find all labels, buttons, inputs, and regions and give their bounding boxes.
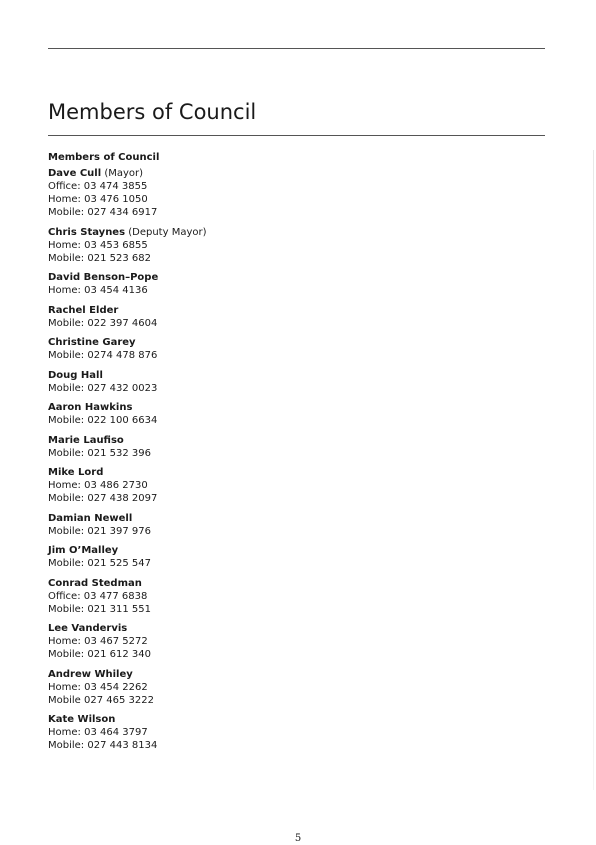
member-name-line bbox=[48, 577, 528, 590]
member-entry bbox=[48, 544, 528, 570]
member-name: Lee Vandervis bbox=[48, 623, 128, 634]
member-list bbox=[48, 167, 528, 752]
member-name: Dave Cull bbox=[48, 168, 102, 179]
member-name-line bbox=[48, 167, 528, 180]
member-contact-line: Home: 03 454 4136 bbox=[48, 285, 148, 296]
member-name: Aaron Hawkins bbox=[48, 402, 133, 413]
page-title: Members of Council bbox=[48, 100, 257, 124]
member-name: Conrad Stedman bbox=[48, 577, 142, 589]
member-name-line bbox=[48, 226, 528, 239]
member-name: Chris Staynes bbox=[48, 226, 126, 238]
member-contact-line: Mobile: 021 612 340 bbox=[48, 649, 151, 660]
member-name-line bbox=[48, 434, 528, 447]
member-contact-line: Mobile: 022 100 6634 bbox=[48, 415, 158, 426]
member-entry bbox=[48, 226, 528, 265]
member-name-line bbox=[48, 668, 528, 681]
member-name: Jim O’Malley bbox=[48, 545, 119, 556]
member-entry bbox=[48, 336, 528, 362]
member-contact-line: Mobile: 027 438 2097 bbox=[48, 493, 158, 504]
member-contact-line: Mobile: 021 525 547 bbox=[48, 558, 151, 569]
member-contact-line: Home: 03 454 2262 bbox=[48, 681, 148, 693]
member-entry bbox=[48, 271, 528, 297]
member-name: Marie Laufiso bbox=[48, 434, 124, 446]
member-name-line bbox=[48, 544, 528, 557]
member-role: (Deputy Mayor) bbox=[128, 226, 207, 238]
member-contact-line: Mobile 027 465 3222 bbox=[48, 694, 154, 706]
member-entry bbox=[48, 622, 528, 661]
top-divider bbox=[48, 48, 545, 49]
member-contact-line: Mobile: 021 523 682 bbox=[48, 252, 151, 264]
member-entry bbox=[48, 512, 528, 538]
member-contact-line: Mobile: 021 397 976 bbox=[48, 525, 151, 537]
member-contact-line: Mobile: 022 397 4604 bbox=[48, 317, 158, 329]
member-name: Andrew Whiley bbox=[48, 668, 133, 680]
member-contact-line: Office: 03 477 6838 bbox=[48, 590, 148, 602]
member-entry bbox=[48, 304, 528, 330]
member-contact-line: Mobile: 021 532 396 bbox=[48, 447, 151, 459]
page-number: 5 bbox=[294, 833, 302, 844]
member-entry bbox=[48, 577, 528, 616]
member-name-line bbox=[48, 401, 528, 414]
scan-edge bbox=[593, 150, 594, 790]
member-name-line bbox=[48, 466, 528, 479]
member-name-line bbox=[48, 622, 528, 635]
member-contact-line: Home: 03 476 1050 bbox=[48, 194, 148, 205]
member-entry bbox=[48, 713, 528, 752]
member-entry bbox=[48, 668, 528, 707]
member-contact-line: Mobile: 0274 478 876 bbox=[48, 350, 158, 361]
member-name: Doug Hall bbox=[48, 369, 103, 381]
member-name-line bbox=[48, 304, 528, 317]
title-divider bbox=[48, 135, 545, 136]
member-name-line bbox=[48, 369, 528, 382]
member-entry bbox=[48, 434, 528, 460]
member-entry bbox=[48, 369, 528, 395]
member-name-line bbox=[48, 336, 528, 349]
member-contact-line: Home: 03 467 5272 bbox=[48, 636, 148, 647]
member-contact-line: Mobile: 027 443 8134 bbox=[48, 740, 158, 751]
member-name-line bbox=[48, 512, 528, 525]
member-name-line bbox=[48, 713, 528, 726]
member-name: Damian Newell bbox=[48, 512, 133, 524]
member-role: (Mayor) bbox=[104, 168, 144, 179]
member-contact-line: Home: 03 464 3797 bbox=[48, 727, 148, 738]
members-section bbox=[48, 151, 528, 759]
member-contact-line: Mobile: 027 434 6917 bbox=[48, 207, 158, 218]
member-contact-line: Home: 03 486 2730 bbox=[48, 480, 148, 491]
member-contact-line: Mobile: 027 432 0023 bbox=[48, 382, 158, 394]
section-title: Members of Council bbox=[48, 152, 160, 163]
member-entry bbox=[48, 466, 528, 505]
member-entry bbox=[48, 401, 528, 427]
member-contact-line: Office: 03 474 3855 bbox=[48, 181, 148, 192]
member-name: Mike Lord bbox=[48, 467, 104, 478]
member-name: Kate Wilson bbox=[48, 714, 116, 725]
member-name: David Benson–Pope bbox=[48, 272, 159, 283]
member-contact-line: Mobile: 021 311 551 bbox=[48, 603, 151, 615]
member-name-line bbox=[48, 271, 528, 284]
member-entry bbox=[48, 167, 528, 219]
member-name: Rachel Elder bbox=[48, 304, 119, 316]
member-contact-line: Home: 03 453 6855 bbox=[48, 239, 148, 251]
member-name: Christine Garey bbox=[48, 337, 136, 348]
